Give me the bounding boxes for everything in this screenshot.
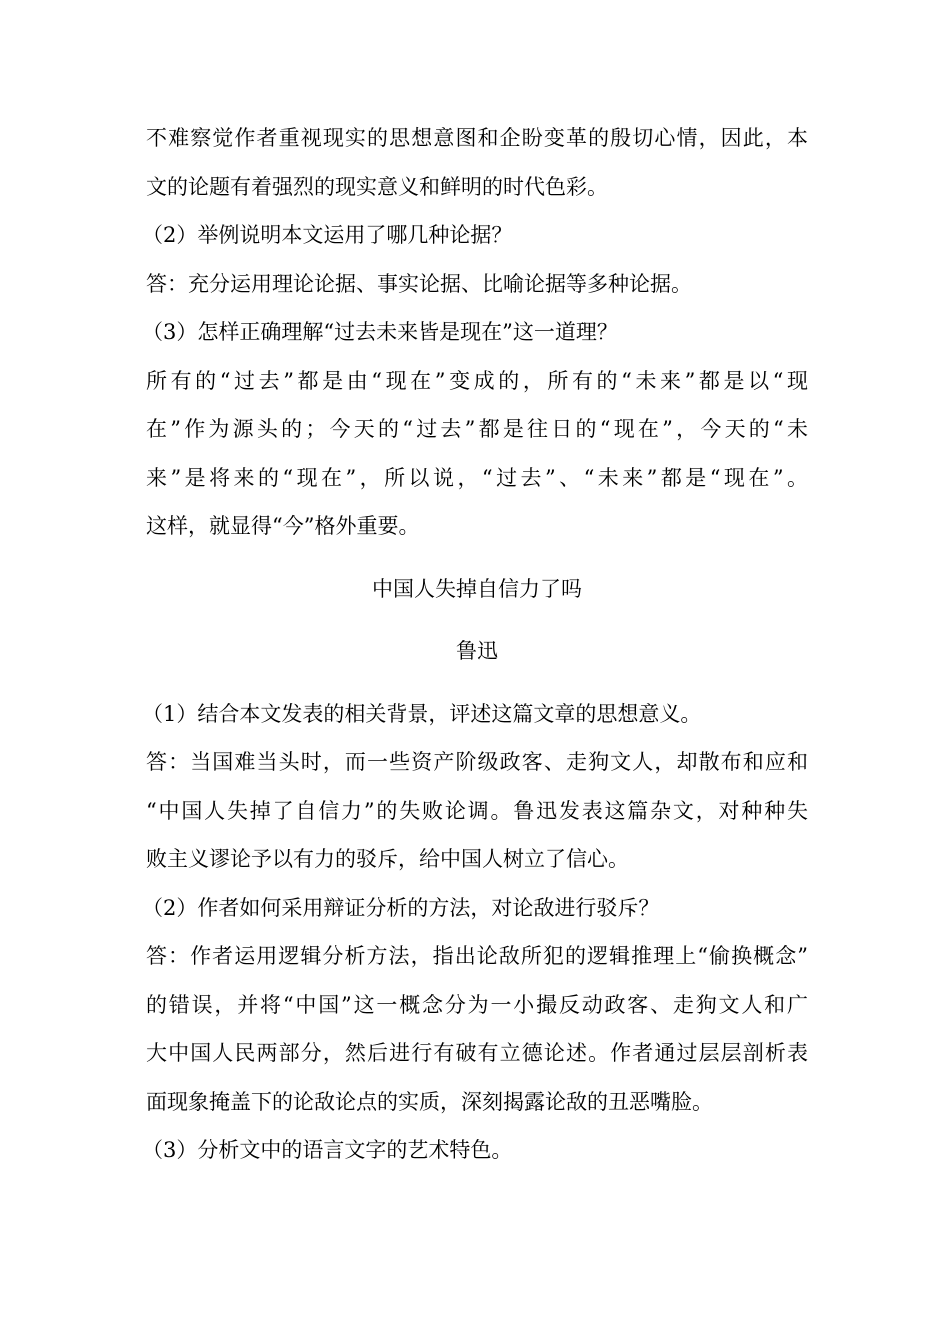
article-title: 中国人失掉自信力了吗 xyxy=(372,576,582,601)
paragraph-line: 所有的“过去”都是由“现在”变成的，所有的“未来”都是以“现 xyxy=(146,368,808,393)
question-line: （2）作者如何采用辩证分析的方法，对论敌进行驳斥？ xyxy=(142,895,660,920)
answer-section-previous xyxy=(142,114,808,551)
answer-line: 答：当国难当头时，而一些资产阶级政客、走狗文人，却散布和应和 xyxy=(146,750,808,774)
answer-line: 的错误，并将“中国”这一概念分为一小撮反动政客、走狗文人和广 xyxy=(146,992,808,1017)
paragraph-line: 不难察觉作者重视现实的思想意图和企盼变革的殷切心情，因此，本 xyxy=(146,126,808,150)
paragraph-line: 这样，就显得“今”格外重要。 xyxy=(146,514,420,538)
question-line: （3）怎样正确理解“过去未来皆是现在”这一道理？ xyxy=(142,320,618,344)
answer-line: 答：作者运用逻辑分析方法，指出论敌所犯的逻辑推理上“偷换概念” xyxy=(146,944,808,968)
paragraph-line: 来”是将来的“现在”，所以说，“过去”、“未来”都是“现在”。 xyxy=(146,465,808,490)
answer-line: 大中国人民两部分，然后进行有破有立德论述。作者通过层层剖析表 xyxy=(146,1041,808,1065)
paragraph-line: 文的论题有着强烈的现实意义和鲜明的时代色彩。 xyxy=(146,174,608,199)
article-author: 鲁迅 xyxy=(456,639,498,663)
document-body xyxy=(142,114,808,1175)
question-line: （2）举例说明本文运用了哪几种论据？ xyxy=(142,223,513,247)
section-gap xyxy=(146,676,808,690)
section-gap xyxy=(146,613,808,627)
paragraph-line: 在”作为源头的；今天的“过去”都是往日的“现在”，今天的“未 xyxy=(146,417,808,441)
section-gap xyxy=(146,551,808,565)
answer-line: 败主义谬论予以有力的驳斥，给中国人树立了信心。 xyxy=(146,847,629,871)
answer-line: 面现象掩盖下的论敌论点的实质，深刻揭露论敌的丑恶嘴脸。 xyxy=(146,1089,713,1114)
answer-line: “中国人失掉了自信力”的失败论调。鲁迅发表这篇杂文，对种种失 xyxy=(146,798,808,823)
question-section xyxy=(142,690,808,1175)
question-line: （3）分析文中的语言文字的艺术特色。 xyxy=(142,1138,513,1162)
question-line: （1）结合本文发表的相关背景，评述这篇文章的思想意义。 xyxy=(142,701,702,726)
answer-line: 答：充分运用理论论据、事实论据、比喻论据等多种论据。 xyxy=(146,271,692,296)
